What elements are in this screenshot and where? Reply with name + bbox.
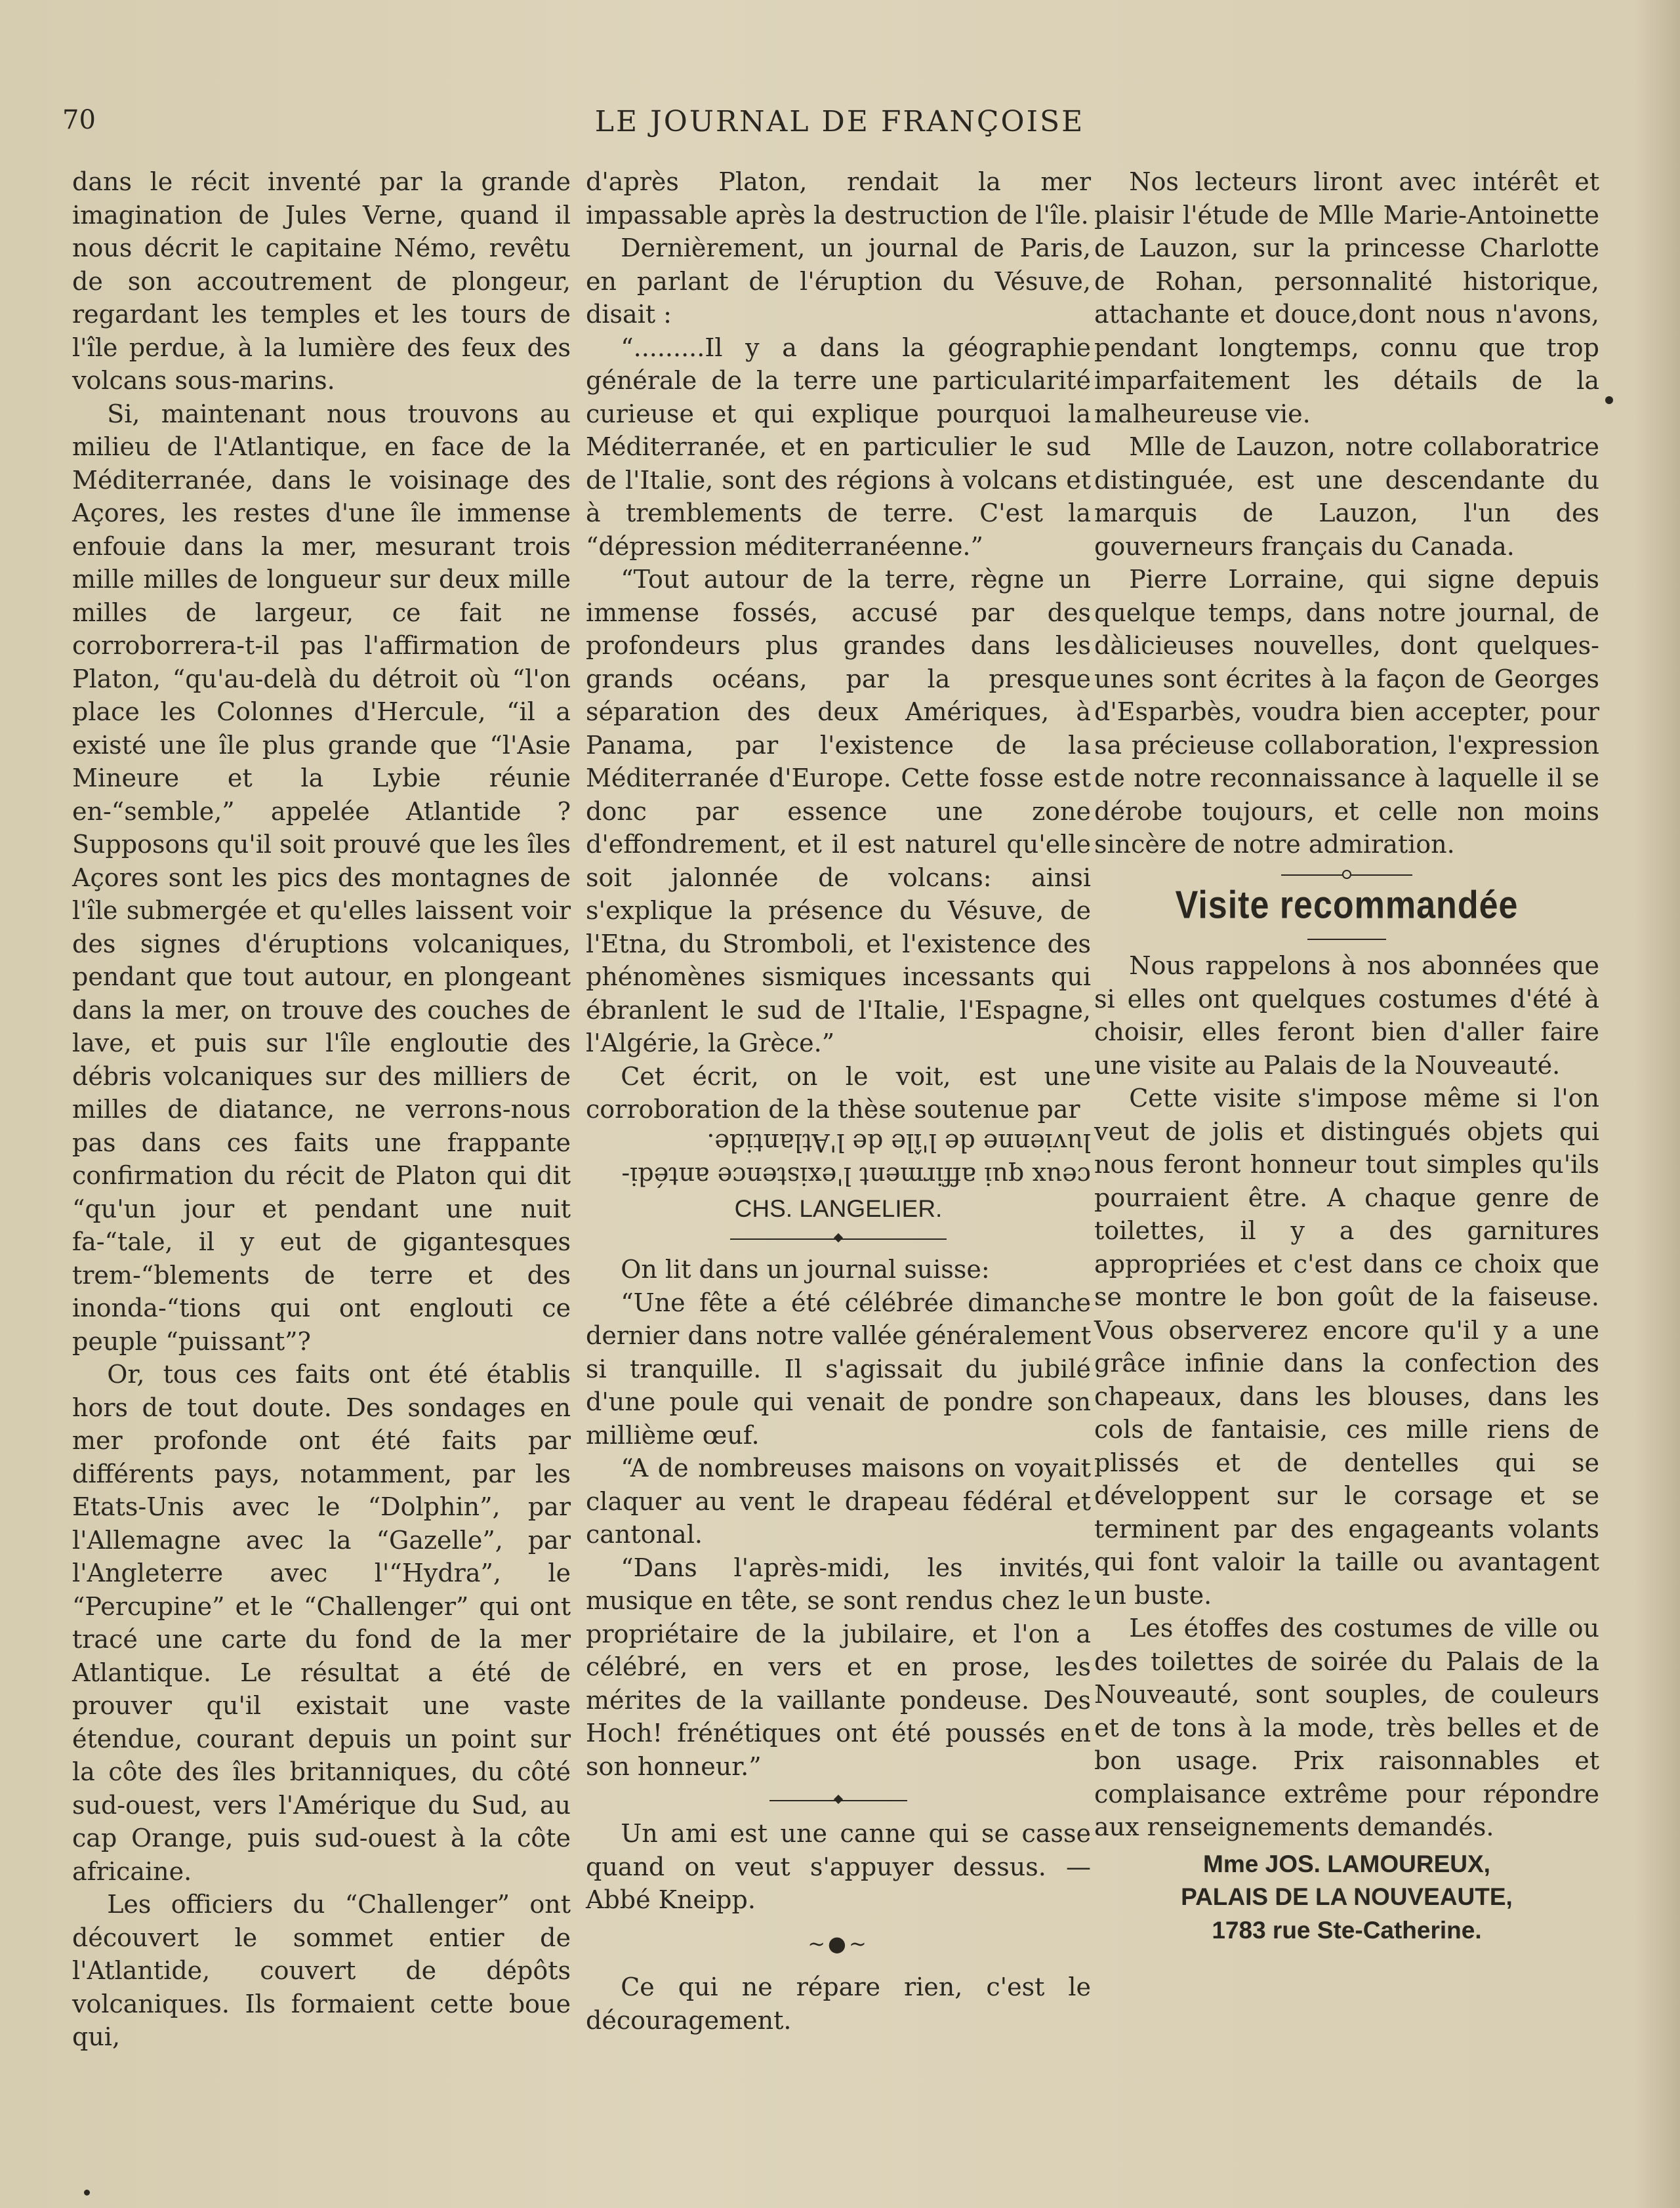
column-1 bbox=[72, 165, 571, 2054]
journal-title: LE JOURNAL DE FRANÇOISE bbox=[594, 105, 1085, 138]
article-paragraph: Cette visite s'impose même si l'on veut de jolis et distingués objets qui nous feront honneur tout simples qu'ils pourraient être. A chaque genre de toilettes, il y a des garnitures appropriées et c'est dans ce choix que se montre le bon goût de la faiseuse. Vous observerez encore qu'il y a une grâce infinie dans la confection des chapeaux, dans les blouses, dans les cols de fantaisie, ces mille riens de plissés et de dentelles qui se développent sur le corsage et se terminent par des engageants volants qui font valoir la taille ou avantagent un buste. bbox=[1094, 1084, 1599, 1610]
article-paragraph: Les officiers du “Challenger” ont découvert le sommet entier de l'Atlantide, couvert de dépôts volcaniques. Ils formaient cette boue qui, bbox=[72, 1890, 571, 2051]
article-paragraph: Nos lecteurs liront avec intérêt et plaisir l'étude de Mlle Marie-Antoinette de Lauzon, sur la princesse Charlotte de Rohan, personnalité historique, attachante et douce,dont nous n'avons, pendant longtemps, connu que trop imparfaitement les détails de la malheureuse vie. bbox=[1094, 167, 1599, 428]
article-paragraph: On lit dans un journal suisse: bbox=[621, 1255, 990, 1284]
quote-paragraph: Ce qui ne répare rien, c'est le découragement. bbox=[586, 1973, 1091, 2035]
article-paragraph: Mlle de Lauzon, notre collaboratrice distinguée, est une descendante du marquis de Lauzon, l'un des gouverneurs français du Canada. bbox=[1094, 432, 1599, 561]
article-paragraph: “Une fête a été célébrée dimanche dernier dans notre vallée généralement si tranquille. Il s'agissait du jubilé d'une poule qui venait de pondre son millième œuf. bbox=[586, 1288, 1091, 1450]
divider-rule bbox=[1281, 874, 1412, 876]
inverted-line: luvienne de l'île de l'Atlantide. bbox=[707, 1128, 1091, 1157]
signature-line: Mme JOS. LAMOUREUX, bbox=[1203, 1850, 1490, 1877]
divider-rule bbox=[730, 1238, 947, 1240]
page-number: 70 bbox=[62, 105, 96, 135]
article-paragraph: “Tout autour de la terre, règne un immense fossés, accusé par des profondeurs plus grandes dans les grands océans, par la presque séparation des deux Amériques, à Panama, par l'existence de la Méditerranée d'Europe. Cette fosse est donc par essence une zone d'effondrement, et il est naturel qu'elle soit jalonnée de volcans: ainsi s'explique la présence du Vésuve, de l'Etna, du Stromboli, et l'existence des phénomènes sismiques incessants qui ébranlent le sud de l'Italie, l'Espagne, l'Algérie, la Grèce.” bbox=[586, 565, 1091, 1057]
page-header bbox=[62, 105, 1617, 144]
article-paragraph: “.........Il y a dans la géographie générale de la terre une particularité curieuse et qui explique pourquoi la Méditerranée, et en particulier le sud de l'Italie, sont des régions à volcans et à tremblements de terre. C'est la “dépression méditerranéenne.” bbox=[586, 333, 1091, 561]
article-paragraph: “A de nombreuses maisons on voyait claquer au vent le drapeau fédéral et cantonal. bbox=[586, 1454, 1091, 1549]
article-paragraph: “Dans l'après-midi, les invités, musique en tête, se sont rendus chez le propriétaire de la jubilaire, et l'on a célébré, en vers et en prose, les mérites de la vaillante pondeuse. Des Hoch! frénétiques ont été poussés en son honneur.” bbox=[586, 1553, 1091, 1781]
ink-spot bbox=[84, 2190, 90, 2196]
signature-line: 1783 rue Ste-Catherine. bbox=[1212, 1916, 1482, 1944]
divider-rule bbox=[769, 1800, 907, 1801]
signature-line: PALAIS DE LA NOUVEAUTE, bbox=[1181, 1883, 1513, 1910]
page-edge-shadow bbox=[1634, 0, 1680, 2208]
column-3 bbox=[1094, 165, 1599, 1947]
article-paragraph: dans le récit inventé par la grande imagination de Jules Verne, quand il nous décrit le capitaine Némo, revêtu de son accoutrement de plongeur, regardant les temples et les tours de l'île perdue, à la lumière des feux des volcans sous-marins. bbox=[72, 167, 571, 395]
column-2 bbox=[586, 165, 1091, 2037]
divider-rule bbox=[1307, 939, 1386, 940]
article-paragraph: Or, tous ces faits ont été établis hors de tout doute. Des sondages en mer profonde ont été faits par différents pays, notamment, par les Etats-Unis avec le “Dolphin”, par l'Allemagne avec la “Gazelle”, par l'Angleterre avec l'“Hydra”, le “Percupine” et le “Challenger” qui ont tracé une carte du fond de la mer Atlantique. Le résultat a été de prouver qu'il existait une vaste étendue, courant depuis un point sur la côte des îles britanniques, du côté sud-ouest, vers l'Amérique du Sud, au cap Orange, puis sud-ouest à la côte africaine. bbox=[72, 1360, 571, 1886]
article-paragraph: Cet écrit, on le voit, est une corroboration de la thèse soutenue par bbox=[586, 1061, 1091, 1124]
article-paragraph: Nous rappelons à nos abonnées que si elles ont quelques costumes d'été à choisir, elles feront bien d'aller faire une visite au Palais de la Nouveauté. bbox=[1094, 951, 1599, 1080]
quote-paragraph: Un ami est une canne qui se casse quand on veut s'appuyer dessus. — Abbé Kneipp. bbox=[586, 1819, 1091, 1914]
article-paragraph: Pierre Lorraine, qui signe depuis quelque temps, dans notre journal, de dàlicieuses nouvelles, dont quelques-unes sont écrites à la façon de Georges d'Esparbès, voudra bien accepter, pour sa précieuse collaboration, l'expression de notre reconnaissance à laquelle il se dérobe toujours, et celle non moins sincère de notre admiration. bbox=[1094, 565, 1599, 859]
inverted-misprint bbox=[586, 1126, 1091, 1193]
article-paragraph: Dernièrement, un journal de Paris, en parlant de l'éruption du Vésuve, disait : bbox=[586, 234, 1091, 329]
inverted-line: ceux qui affirment l'existence antédi- bbox=[621, 1161, 1091, 1191]
section-heading: Visite recommandée bbox=[1175, 883, 1519, 927]
ink-spot bbox=[1605, 396, 1613, 404]
article-paragraph: d'après Platon, rendait la mer impassable après la destruction de l'île. bbox=[586, 167, 1091, 230]
ornament-divider: ~●~ bbox=[808, 1931, 869, 1956]
signature-langelier: CHS. LANGELIER. bbox=[734, 1195, 943, 1222]
article-paragraph: Si, maintenant nous trouvons au milieu de l'Atlantique, en face de la Méditerranée, dans le voisinage des Açores, les restes d'une île immense enfouie dans la mer, mesurant trois mille milles de longueur sur deux mille milles de largeur, ce fait ne corroborrera-t-il pas l'affirmation de Platon, “qu'au-delà du détroit où “l'on place les Colonnes d'Hercule, “il a existé une île plus grande que “l'Asie Mineure et la Lybie réunie en-“semble,” appelée Atlantide ? Supposons qu'il soit prouvé que les îles Açores sont les pics des montagnes de l'île submergée et qu'elles laissent voir des signes d'éruptions volcaniques, pendant que tout autour, en plongeant dans la mer, on trouve des couches de lave, et puis sur l'île engloutie des débris volcaniques sur des milliers de milles de diatance, ne verrons-nous pas dans ces faits une frappante confirmation du récit de Platon qui dit “qu'un jour et pendant une nuit fa-“tale, il y eut de gigantesques trem-“blements de terre et des inonda-“tions qui ont englouti ce peuple “puissant”? bbox=[72, 399, 571, 1356]
article-paragraph: Les étoffes des costumes de ville ou des toilettes de soirée du Palais de la Nouveauté, sont souples, de couleurs et de tons à la mode, très belles et de bon usage. Prix raisonnables et complaisance extrême pour répondre aux renseignements demandés. bbox=[1094, 1614, 1599, 1841]
